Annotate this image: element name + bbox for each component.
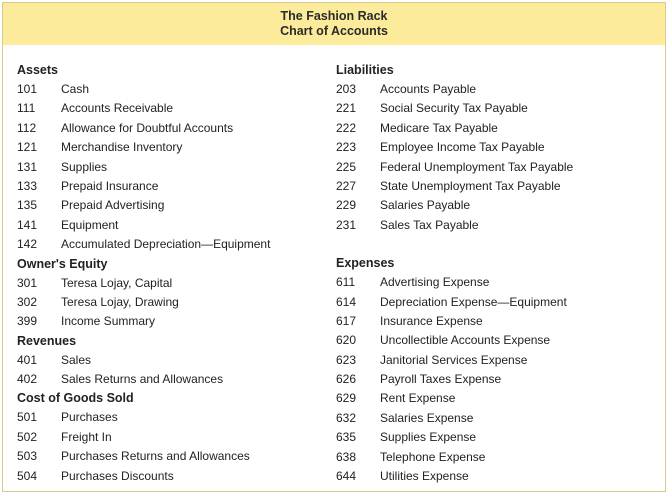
account-row — [336, 99, 656, 118]
account-number: 135 — [17, 198, 38, 213]
account-row — [336, 448, 656, 467]
account-name: Employee Income Tax Payable — [380, 140, 545, 155]
account-number: 101 — [17, 82, 38, 96]
account-row — [17, 293, 317, 312]
account-number: 611 — [336, 275, 356, 290]
account-name: Rent Expense — [380, 391, 456, 406]
account-name: State Unemployment Tax Payable — [380, 178, 561, 193]
account-name: Social Security Tax Payable — [380, 101, 528, 116]
account-row — [336, 119, 656, 138]
account-name: Purchases Discounts — [61, 468, 174, 483]
account-row — [17, 408, 317, 427]
chart-of-accounts-table — [2, 2, 666, 492]
account-number: 402 — [17, 372, 38, 387]
account-name: Sales Tax Payable — [380, 217, 479, 232]
account-row — [336, 196, 656, 215]
account-name: Teresa Lojay, Capital — [61, 275, 173, 290]
account-row — [17, 351, 317, 370]
account-row — [336, 80, 656, 99]
table-subtitle: Chart of Accounts — [280, 24, 388, 38]
account-name: Teresa Lojay, Drawing — [61, 294, 179, 309]
left-column — [17, 61, 317, 486]
account-name: Sales Returns and Allowances — [61, 372, 224, 387]
account-row — [336, 158, 656, 177]
account-row — [17, 428, 317, 447]
account-row — [336, 177, 656, 196]
account-row — [17, 196, 317, 215]
account-name: Utilities Expense — [380, 469, 469, 484]
account-row — [17, 467, 317, 486]
account-name: Allowance for Doubtful Accounts — [61, 120, 234, 135]
account-name: Cash — [61, 82, 90, 96]
account-name: Income Summary — [61, 314, 156, 329]
account-row — [17, 138, 317, 157]
account-name: Purchases — [61, 410, 118, 425]
account-number: 141 — [17, 217, 38, 232]
account-row — [17, 274, 317, 293]
account-number: 635 — [336, 430, 357, 445]
account-number: 632 — [336, 410, 357, 425]
account-name: Salaries Payable — [380, 198, 471, 213]
account-name: Medicare Tax Payable — [380, 120, 498, 135]
account-name: Equipment — [61, 217, 119, 232]
account-name: Supplies — [61, 159, 108, 174]
account-number: 502 — [17, 429, 38, 444]
section-heading: Revenues — [17, 333, 77, 348]
account-number: 231 — [336, 217, 357, 232]
account-number: 111 — [17, 101, 36, 116]
account-number: 626 — [336, 372, 357, 387]
account-number: 620 — [336, 333, 357, 348]
account-name: Prepaid Insurance — [61, 178, 159, 193]
section-heading: Expenses — [336, 256, 395, 271]
account-name: Depreciation Expense—Equipment — [380, 294, 567, 309]
account-name: Freight In — [61, 429, 112, 444]
account-number: 302 — [17, 294, 38, 309]
account-name: Janitorial Services Expense — [380, 352, 528, 367]
account-number: 644 — [336, 469, 357, 484]
account-name: Accounts Payable — [380, 82, 477, 96]
account-row — [17, 370, 317, 389]
account-number: 229 — [336, 198, 357, 213]
account-name: Salaries Expense — [380, 410, 474, 425]
account-row — [336, 351, 656, 370]
account-number: 399 — [17, 314, 38, 329]
account-name: Federal Unemployment Tax Payable — [380, 159, 574, 174]
account-row — [336, 273, 656, 292]
account-row — [17, 177, 317, 196]
section-heading: Owner's Equity — [17, 256, 108, 271]
account-row — [336, 370, 656, 389]
account-number: 222 — [336, 120, 357, 135]
account-name: Accounts Receivable — [61, 101, 174, 116]
account-row — [336, 389, 656, 408]
section-heading: Liabilities — [336, 63, 394, 77]
account-row — [17, 119, 317, 138]
account-name: Prepaid Advertising — [61, 198, 165, 213]
account-row — [336, 331, 656, 350]
company-title: The Fashion Rack — [280, 9, 388, 23]
account-number: 133 — [17, 178, 38, 193]
section-heading: Cost of Goods Sold — [17, 391, 134, 406]
section-heading: Assets — [17, 63, 58, 77]
account-row — [336, 138, 656, 157]
account-row — [336, 467, 656, 486]
account-row — [336, 409, 656, 428]
account-row — [17, 447, 317, 466]
table-header — [3, 3, 665, 45]
account-number: 227 — [336, 178, 357, 193]
account-number: 503 — [17, 449, 38, 464]
account-number: 401 — [17, 352, 38, 367]
account-name: Uncollectible Accounts Expense — [380, 333, 551, 348]
account-number: 203 — [336, 82, 357, 96]
account-name: Advertising Expense — [380, 275, 490, 290]
account-number: 501 — [17, 410, 38, 425]
account-row — [17, 158, 317, 177]
account-row — [17, 235, 317, 254]
right-column — [336, 61, 656, 486]
account-number: 638 — [336, 449, 357, 464]
account-number: 504 — [17, 468, 38, 483]
account-number: 131 — [17, 159, 38, 174]
account-name: Supplies Expense — [380, 430, 477, 445]
account-row — [336, 293, 656, 312]
account-number: 221 — [336, 101, 357, 116]
account-row — [17, 216, 317, 235]
account-number: 623 — [336, 352, 357, 367]
account-number: 142 — [17, 237, 38, 252]
account-number: 121 — [17, 140, 38, 155]
account-name: Payroll Taxes Expense — [380, 372, 502, 387]
account-row — [17, 312, 317, 331]
account-name: Sales — [61, 352, 92, 367]
account-row — [336, 312, 656, 331]
section-spacer — [336, 235, 656, 254]
account-number: 225 — [336, 159, 357, 174]
account-number: 614 — [336, 294, 357, 309]
account-number: 301 — [17, 275, 38, 290]
account-name: Merchandise Inventory — [61, 140, 183, 155]
account-name: Accumulated Depreciation—Equipment — [61, 237, 271, 252]
account-number: 617 — [336, 313, 357, 328]
account-row — [336, 216, 656, 235]
account-name: Insurance Expense — [380, 313, 483, 328]
account-name: Purchases Returns and Allowances — [61, 449, 250, 464]
account-row — [17, 80, 317, 99]
account-name: Telephone Expense — [380, 449, 486, 464]
account-number: 112 — [17, 120, 37, 135]
account-number: 223 — [336, 140, 357, 155]
account-row — [17, 99, 317, 118]
account-number: 629 — [336, 391, 357, 406]
account-row — [336, 428, 656, 447]
